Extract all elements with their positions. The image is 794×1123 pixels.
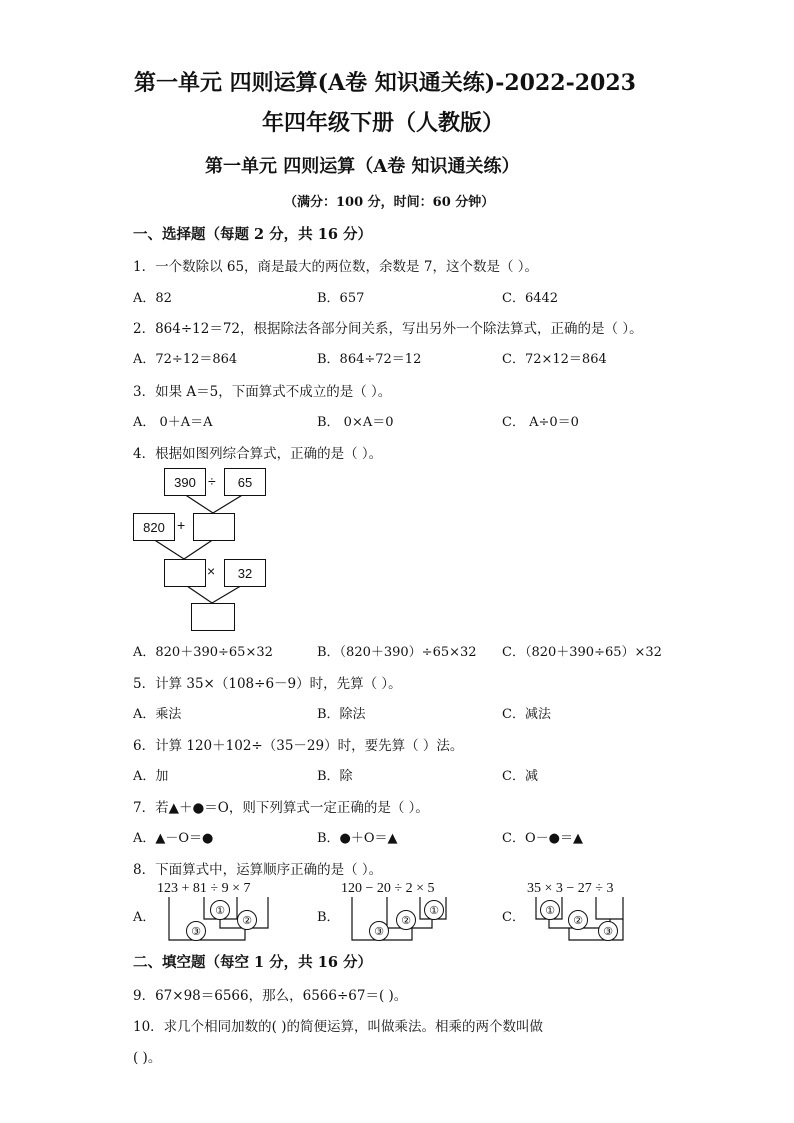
question-8: 8．下面算式中，运算顺序正确的是（ ）。: [133, 862, 383, 878]
q8-option-a-label: A．: [133, 910, 156, 925]
diagram-box-390: 390: [164, 468, 206, 496]
q8-b-step-1-marker: ①: [424, 900, 444, 920]
section-heading-choice: 一、选择题（每题 2 分，共 16 分）: [133, 226, 372, 243]
exam-info: （满分：100 分，时间：60 分钟）: [284, 195, 495, 210]
q1-option-c: C．6442: [502, 291, 559, 306]
q8-option-c-label: C．: [502, 910, 525, 925]
q4-option-a: A．820＋390÷65×32: [133, 645, 273, 660]
q6-option-b: B．除: [317, 769, 353, 784]
q8-a-step-2-marker: ②: [237, 910, 257, 930]
q4-option-c: C．（820＋390÷65）×32: [502, 645, 662, 660]
q8-b-step-3-marker: ③: [369, 921, 389, 941]
diagram-box-65: 65: [224, 468, 266, 496]
question-1: 1．一个数除以 65，商是最大的两位数，余数是 7，这个数是（ ）。: [133, 259, 538, 275]
q8-a-step-1-marker: ①: [210, 900, 230, 920]
q7-option-a: A．▲－O＝●: [133, 831, 214, 846]
q8-c-step-1-marker: ①: [540, 900, 560, 920]
q3-option-c: C． A÷0＝0: [502, 415, 579, 430]
diagram-box-32: 32: [224, 559, 266, 587]
q8-option-b-expression: 120 − 20 ÷ 2 × 5: [341, 881, 435, 896]
q8-a-step-3-marker: ③: [186, 921, 206, 941]
q5-option-a: A．乘法: [133, 707, 182, 722]
question-9: 9．67×98＝6566，那么，6566÷67＝( )。: [133, 988, 408, 1004]
question-4: 4．根据如图列综合算式，正确的是（ ）。: [133, 446, 383, 462]
q8-c-step-2-marker: ②: [568, 910, 588, 930]
diagram-divide-sign: ÷: [208, 473, 216, 489]
q6-option-a: A．加: [133, 769, 169, 784]
q3-option-b: B． 0×A＝0: [317, 415, 394, 430]
question-2: 2．864÷12＝72，根据除法各部分间关系，写出另外一个除法算式，正确的是（ ）。: [133, 321, 643, 337]
question-3: 3．如果 A＝5，下面算式不成立的是（ ）。: [133, 384, 392, 400]
q1-option-b: B．657: [317, 291, 365, 306]
q3-option-a: A． 0＋A＝A: [133, 415, 213, 430]
question-6: 6．计算 120＋102÷（35－29）时，要先算（ ）法。: [133, 738, 464, 754]
q7-option-b: B．●＋O＝▲: [317, 831, 398, 846]
q8-c-step-3-marker: ③: [598, 921, 618, 941]
diagram-plus-sign: +: [177, 517, 186, 533]
q2-option-b: B．864÷72＝12: [317, 352, 422, 367]
q4-option-b: B．（820＋390）÷65×32: [317, 645, 477, 660]
page-title-line2: 年四年级下册（人教版）: [262, 110, 505, 136]
q5-option-c: C．减法: [502, 707, 551, 722]
question-7: 7．若▲＋●＝O，则下列算式一定正确的是（ ）。: [133, 800, 429, 816]
q2-option-a: A．72÷12＝864: [133, 352, 238, 367]
question-10-line2: ( )。: [133, 1050, 162, 1066]
section-heading-fill: 二、填空题（每空 1 分，共 16 分）: [133, 954, 372, 971]
question-5: 5．计算 35×（108÷6－9）时，先算（ ）。: [133, 676, 402, 692]
q6-option-c: C．减: [502, 769, 538, 784]
page-title-line1: 第一单元 四则运算(A卷 知识通关练)-2022-2023: [134, 70, 636, 96]
q1-option-a: A．82: [133, 291, 172, 306]
q8-b-step-2-marker: ②: [396, 910, 416, 930]
q2-option-c: C．72×12＝864: [502, 352, 607, 367]
question-10-line1: 10．求几个相同加数的( )的简便运算，叫做乘法。相乘的两个数叫做: [133, 1019, 544, 1035]
q8-option-a-expression: 123 + 81 ÷ 9 × 7: [157, 881, 251, 896]
page-subtitle: 第一单元 四则运算（A卷 知识通关练）: [205, 156, 520, 177]
q8-option-b-label: B．: [317, 910, 340, 925]
q5-option-b: B．除法: [317, 707, 366, 722]
q7-option-c: C．O－●＝▲: [502, 831, 583, 846]
diagram-times-sign: ×: [207, 563, 216, 579]
diagram-box-820: 820: [133, 513, 175, 541]
q8-option-c-expression: 35 × 3 − 27 ÷ 3: [527, 881, 614, 896]
